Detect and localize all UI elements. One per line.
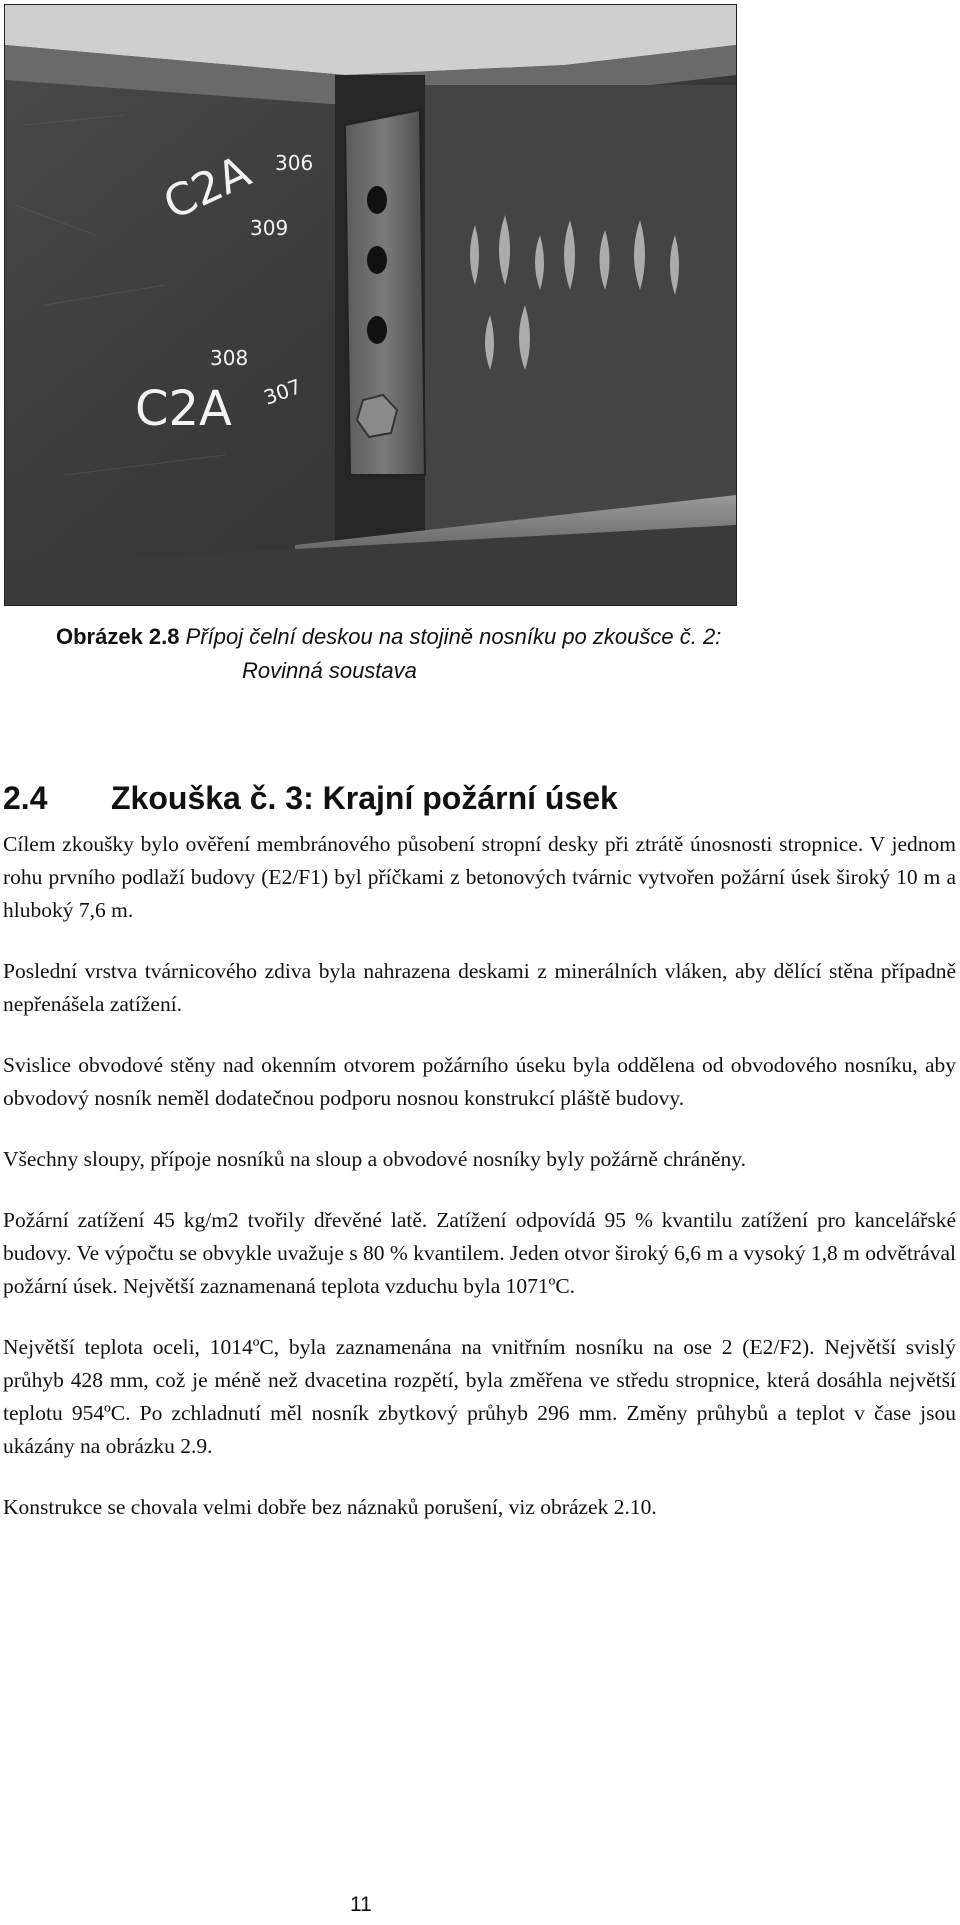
paragraph: Všechny sloupy, přípoje nosníků na sloup a obvodové nosníky byly požárně chráněny. (3, 1147, 746, 1171)
page-number: 11 (350, 1893, 372, 1916)
connection-photo-image (5, 5, 736, 605)
paragraph: Požární zatížení 45 kg/m2 tvořily dřevěné latě. Zatížení odpovídá 95 % kvantilu zatížení pro kancelářské budovy. Ve výpočtu se obvykle uvažuje s 80 % kvantilem. Jeden otvor široký 6,6 m a vysoký 1,8 m odvětrával požární úsek. Největší zaznamenaná teplota vzduchu byla 1071ºC. (3, 1208, 957, 1298)
paragraph: Svislice obvodové stěny nad okenním otvorem požárního úseku byla oddělena od obvodového nosníku, aby obvodový nosník neměl dodatečnou podporu nosnou konstrukcí pláště budovy. (3, 1053, 956, 1110)
section-heading (3, 778, 618, 818)
section-title: Zkouška č. 3: Krajní požární úsek (111, 780, 618, 816)
chalk-mark: C2A (135, 381, 232, 437)
caption-text: Přípoj čelní deskou na stojině nosníku po zkoušce č. 2: (185, 624, 722, 649)
paragraph: Největší teplota oceli, 1014ºC, byla zaznamenána na vnitřním nosníku na ose 2 (E2/F2). Největší svislý průhyb 428 mm, což je méně než dvacetina rozpětí, byla změřena ve středu stropnice, která dosáhla největší teplotu 954ºC. Po zchladnutí měl nosník zbytkový průhyb 296 mm. Změny průhybů a teplot v čase jsou ukázány na obrázku 2.9. (3, 1335, 956, 1458)
figure-caption (56, 620, 916, 688)
figure-photo (4, 4, 737, 606)
paragraph: Konstrukce se chovala velmi dobře bez náznaků porušení, viz obrázek 2.10. (3, 1495, 657, 1519)
paragraph: Cílem zkoušky bylo ověření membránového působení stropní desky při ztrátě únosnosti stropnice. V jednom rohu prvního podlaží budovy (E2/F1) byl příčkami z betonových tvárnic vytvořen požární úsek široký 10 m a hluboký 7,6 m. (3, 832, 956, 922)
body-text (3, 828, 956, 1552)
chalk-mark: C2A (156, 146, 259, 230)
caption-text-continued: Rovinná soustava (242, 658, 417, 683)
section-number: 2.4 (3, 780, 48, 816)
chalk-mark: 306 (275, 151, 314, 175)
chalk-mark: 307 (260, 374, 305, 410)
chalk-mark: 309 (250, 216, 289, 240)
chalk-mark: 308 (210, 346, 249, 370)
paragraph: Poslední vrstva tvárnicového zdiva byla nahrazena deskami z minerálních vláken, aby dělící stěna případně nepřenášela zatížení. (3, 959, 956, 1016)
caption-label: Obrázek 2.8 (56, 624, 180, 649)
